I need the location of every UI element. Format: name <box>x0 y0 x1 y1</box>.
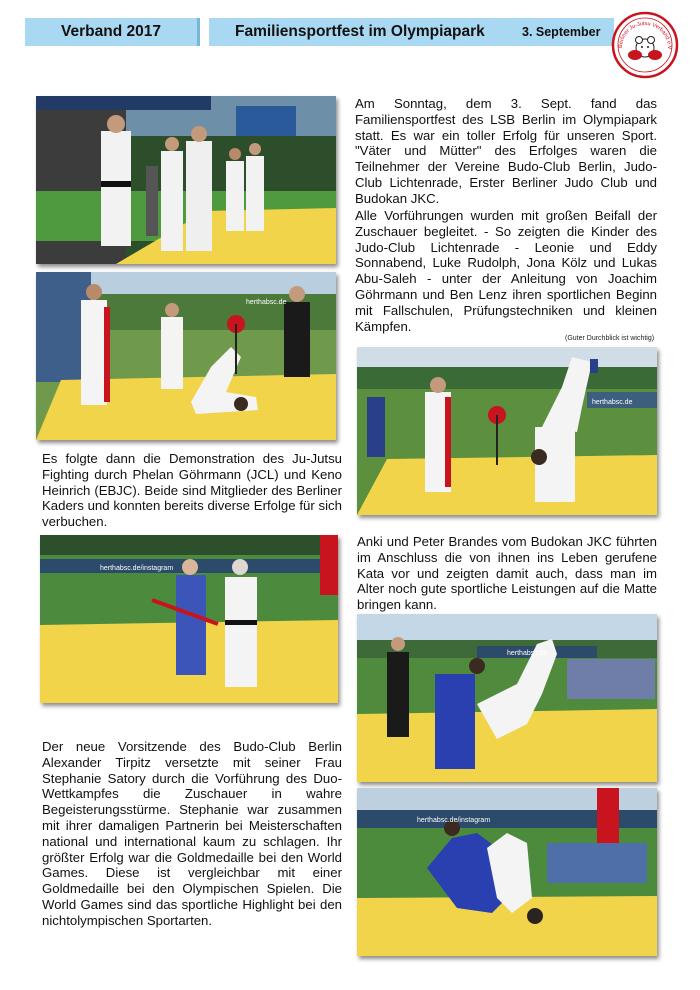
paragraph-fighting: Es folgte dann die Demonstration des Ju-Jutsu Fighting durch Phelan Göhrmann (JCL) und Keno Heinrich (EBJC). Beide sind Mitglieder des Berliner Kaders und konnten bereits diverse Erfolge für sich verbuchen. <box>42 451 342 530</box>
paragraph-kata: Anki und Peter Brandes vom Budokan JKC führten im Anschluss die von ihnen ins Leben gerufene Kata vor und zeigten damit auch, dass man im Alter noch gute sportliche Leistungen auf die Matte bringen kann. <box>357 534 657 613</box>
photo-children-lineup <box>36 96 336 264</box>
logo-text: Berliner Ju-Jutsu Verband e.V <box>617 20 673 50</box>
photo-banner-text: herthabsc.de <box>592 399 633 406</box>
photo-caption: (Guter Durchblick ist wichtig) <box>565 335 655 342</box>
photo-banner-text: herthabsc.de <box>507 650 548 657</box>
photo-banner-text: herthabsc.de <box>246 299 287 306</box>
photo-jujutsu-fighting <box>357 347 657 515</box>
paragraph-children: Alle Vorführungen wurden mit großen Beifall der Zuschauer begleitet. - So zeigten die Kinder des Judo-Club Lichtenrade - Leonie und Eddy Sonnabend, Luke Rudolph, Jona Kölz und Lukas Abu-Saleh - unter der Anleitung von Joachim Göhrmann und Ben Lenz ihren sportlichen Beginn mit Fallschulen, Prüfungstechniken und kleinen Kämpfen. <box>355 208 657 334</box>
paragraph-intro: Am Sonntag, dem 3. Sept. fand das Familiensportfest des LSB Berlin im Olympiapark statt. Es war ein toller Erfolg für unseren Sport. "Väter und Mütter" des Erfolges waren die Teilnehmer der Vereine Budo-Club Berlin, Judo-Club Lichtenrade, Erster Berliner Judo Club und Budokan JKC. <box>355 96 657 206</box>
photo-children-fall <box>36 272 336 440</box>
header-date: 3. September <box>522 25 601 39</box>
photo-kata-brandes <box>40 535 338 703</box>
paragraph-duo: Der neue Vorsitzende des Budo-Club Berlin Alexander Tirpitz versetzte mit seiner Frau Stephanie Satory durch die Vorführung des Duo-Wettkampfes die Zuschauer in wahre Begeisterungsstürme. Stephanie war zusammen mit ihrer damaligen Partnerin bei Meisterschaften national und international kaum zu schlagen. Ihr größter Erfolg war die Goldmedaille bei den World Games. Diese ist vergleichbar mit einer Goldmedaille bei den Olympischen Spielen. Die World Games sind das sportliche Highlight bei den nichtolympischen Sportarten. <box>42 739 342 928</box>
page-title: Familiensportfest im Olympiapark <box>235 23 485 40</box>
photo-banner-text: herthabsc.de/instagram <box>100 565 174 572</box>
header-bar <box>209 18 614 46</box>
photo-duo-throw-2 <box>357 788 657 956</box>
header-section-label: Verband 2017 <box>25 18 200 46</box>
photo-banner-text: herthabsc.de/instagram <box>417 817 491 824</box>
photo-duo-throw-1 <box>357 614 657 782</box>
club-logo <box>610 10 680 80</box>
